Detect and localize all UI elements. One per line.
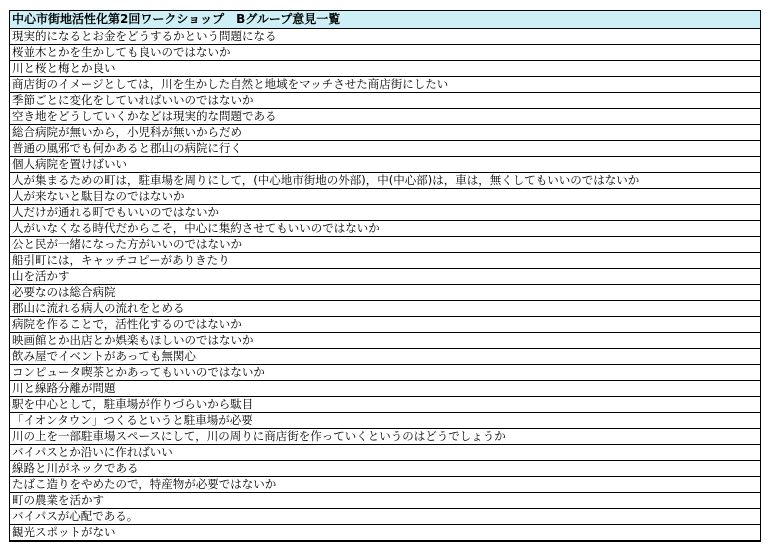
opinion-row: バイパスが心配である。	[10, 509, 760, 525]
opinion-row: 普通の風邪でも何かあると郡山の病院に行く	[10, 141, 760, 157]
opinion-row: 病院を作ることで，活性化するのではないか	[10, 317, 760, 333]
opinion-row: 飲み屋でイベントがあっても無関心	[10, 349, 760, 365]
opinion-row: 個人病院を置けばいい	[10, 157, 760, 173]
opinion-row: 線路と川がネックである	[10, 461, 760, 477]
opinion-row: 桜並木とかを生かしても良いのではないか	[10, 45, 760, 61]
opinion-row: 郡山に流れる病人の流れをとめる	[10, 301, 760, 317]
opinion-row: 観光スポットがない	[10, 525, 760, 542]
opinion-row: 山を活かす	[10, 269, 760, 285]
opinion-row: 人が集まるための町は，駐車場を周りにして，(中心地市街地の外部)，中(中心部)は，車は，無くしてもいいのではないか	[10, 173, 760, 189]
opinion-row: 公と民が一緒になった方がいいのではないか	[10, 237, 760, 253]
opinion-row: 町の農業を活かす	[10, 493, 760, 509]
opinion-row: 船引町には，キャッチコピーがありきたり	[10, 253, 760, 269]
opinion-row: 川と桜と梅とか良い	[10, 61, 760, 77]
opinion-row: 空き地をどうしていくかなどは現実的な問題である	[10, 109, 760, 125]
opinion-row: 川と線路分離が問題	[10, 381, 760, 397]
opinion-row: 商店街のイメージとしては，川を生かした自然と地域をマッチさせた商店街にしたい	[10, 77, 760, 93]
opinion-row: 川の上を一部駐車場スペースにして，川の周りに商店街を作っていくというのはどうでしょうか	[10, 429, 760, 445]
opinion-row: 人だけが通れる町でもいいのではないか	[10, 205, 760, 221]
opinion-row: 必要なのは総合病院	[10, 285, 760, 301]
opinion-row: 現実的になるとお金をどうするかという問題になる	[10, 29, 760, 45]
opinion-row: バイパスとか沿いに作ればいい	[10, 445, 760, 461]
opinion-row: 総合病院が無いから，小児科が無いからだめ	[10, 125, 760, 141]
opinion-row: コンピュータ喫茶とかあってもいいのではないか	[10, 365, 760, 381]
opinion-sheet	[9, 10, 761, 542]
opinion-row: 「イオンタウン」つくるというと駐車場が必要	[10, 413, 760, 429]
sheet-title: 中心市街地活性化第2回ワークショップ Bグループ意見一覧	[10, 11, 760, 29]
opinion-list	[10, 29, 760, 542]
opinion-row: 駅を中心として，駐車場が作りづらいから駄目	[10, 397, 760, 413]
opinion-row: 映画館とか出店とか娯楽もほしいのではないか	[10, 333, 760, 349]
opinion-row: 人が来ないと駄目なのではないか	[10, 189, 760, 205]
opinion-row: たばこ造りをやめたので，特産物が必要ではないか	[10, 477, 760, 493]
opinion-row: 人がいなくなる時代だからこそ，中心に集約させてもいいのではないか	[10, 221, 760, 237]
opinion-row: 季節ごとに変化をしていればいいのではないか	[10, 93, 760, 109]
